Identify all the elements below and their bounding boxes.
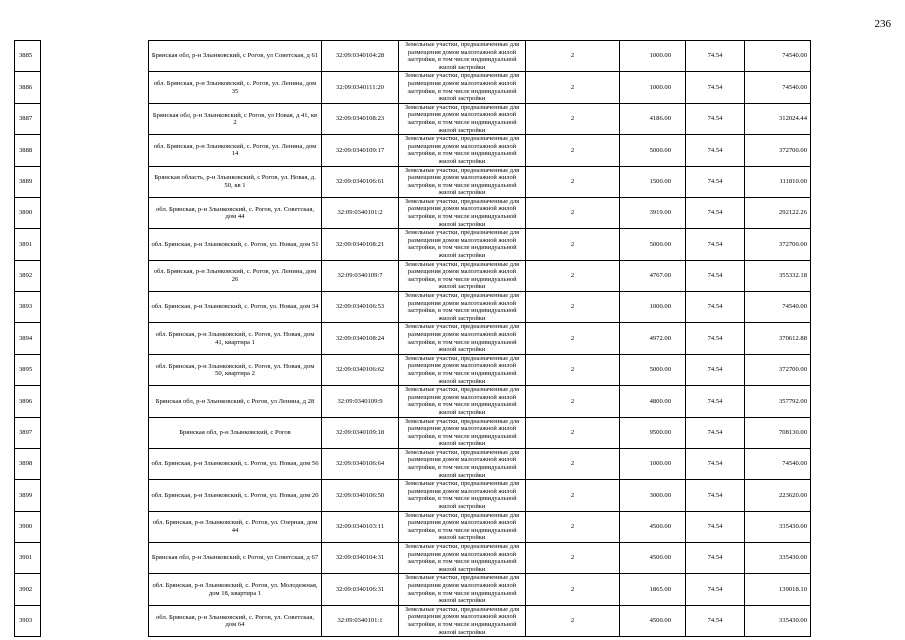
blank-cell (41, 229, 149, 260)
row-number: 3902 (15, 574, 41, 605)
blank-cell (41, 417, 149, 448)
table-row (15, 605, 891, 636)
area-cell: 4767.00 (620, 260, 686, 291)
blank-cell (41, 166, 149, 197)
cadastral-value-cell: 372700.00 (745, 135, 811, 166)
cadastral-value-cell: 357792.00 (745, 386, 811, 417)
row-number: 3890 (15, 197, 41, 228)
category-cell: 2 (526, 354, 620, 385)
rate-cell: 74.54 (686, 135, 745, 166)
category-cell: 2 (526, 229, 620, 260)
land-use-cell: Земельные участки, предназначенные для размещения домов малоэтажной жилой застройки, в том числе индивидуальной жилой застройки (399, 323, 526, 354)
area-cell: 5000.00 (620, 229, 686, 260)
address-cell: обл. Брянская, р-н Злынковский, с. Рогов, ул. Советская, дом 44 (149, 197, 322, 228)
blank-cell (41, 605, 149, 636)
area-cell: 4500.00 (620, 543, 686, 574)
row-number: 3901 (15, 543, 41, 574)
row-number: 3891 (15, 229, 41, 260)
cadastral-value-cell: 708130.00 (745, 417, 811, 448)
blank-cell (41, 260, 149, 291)
table-row (15, 448, 891, 479)
land-use-cell: Земельные участки, предназначенные для размещения домов малоэтажной жилой застройки, в том числе индивидуальной жилой застройки (399, 480, 526, 511)
blank-cell (41, 354, 149, 385)
table-row (15, 386, 891, 417)
blank-cell (41, 72, 149, 103)
cadastral-number-cell: 32:09:0340101:1 (322, 605, 399, 636)
category-cell: 2 (526, 292, 620, 323)
cadastral-number-cell: 32:09:0340106:50 (322, 480, 399, 511)
land-use-cell: Земельные участки, предназначенные для размещения домов малоэтажной жилой застройки, в том числе индивидуальной жилой застройки (399, 72, 526, 103)
blank-cell (41, 135, 149, 166)
area-cell: 1000.00 (620, 72, 686, 103)
table-row (15, 574, 891, 605)
cadastral-value-cell: 372700.00 (745, 229, 811, 260)
row-number: 3893 (15, 292, 41, 323)
page-number: 236 (874, 18, 891, 30)
land-use-cell: Земельные участки, предназначенные для размещения домов малоэтажной жилой застройки, в том числе индивидуальной жилой застройки (399, 417, 526, 448)
row-number: 3892 (15, 260, 41, 291)
cadastral-number-cell: 32:09:0340106:64 (322, 448, 399, 479)
address-cell: обл. Брянская, р-н Злынковский, с. Рогов, ул. Ленина, дом 14 (149, 135, 322, 166)
cadastral-value-cell: 139018.10 (745, 574, 811, 605)
rate-cell: 74.54 (686, 103, 745, 134)
category-cell: 2 (526, 41, 620, 72)
cadastral-value-cell: 335430.00 (745, 543, 811, 574)
row-number: 3898 (15, 448, 41, 479)
blank-cell (41, 103, 149, 134)
land-use-cell: Земельные участки, предназначенные для размещения домов малоэтажной жилой застройки, в том числе индивидуальной жилой застройки (399, 574, 526, 605)
cadastral-number-cell: 32:09:0340108:21 (322, 229, 399, 260)
row-number: 3899 (15, 480, 41, 511)
address-cell: Брянская обл, р-н Злынковский, с Рогов (149, 417, 322, 448)
cadastral-value-cell: 355332.18 (745, 260, 811, 291)
land-use-cell: Земельные участки, предназначенные для размещения домов малоэтажной жилой застройки, в том числе индивидуальной жилой застройки (399, 41, 526, 72)
rate-cell: 74.54 (686, 197, 745, 228)
area-cell: 5000.00 (620, 354, 686, 385)
row-number: 3885 (15, 41, 41, 72)
category-cell: 2 (526, 323, 620, 354)
land-use-cell: Земельные участки, предназначенные для размещения домов малоэтажной жилой застройки, в том числе индивидуальной жилой застройки (399, 260, 526, 291)
land-use-cell: Земельные участки, предназначенные для размещения домов малоэтажной жилой застройки, в том числе индивидуальной жилой застройки (399, 354, 526, 385)
address-cell: Брянская область, р-н Злынковский, с Рогов, ул. Новая, д. 50, кв 1 (149, 166, 322, 197)
category-cell: 2 (526, 260, 620, 291)
rate-cell: 74.54 (686, 543, 745, 574)
rate-cell: 74.54 (686, 386, 745, 417)
cadastral-number-cell: 32:09:0340109:17 (322, 135, 399, 166)
rate-cell: 74.54 (686, 229, 745, 260)
category-cell: 2 (526, 135, 620, 166)
rate-cell: 74.54 (686, 260, 745, 291)
rate-cell: 74.54 (686, 605, 745, 636)
address-cell: обл. Брянская, р-н Злынковский, с. Рогов, ул. Новая, дом 56 (149, 448, 322, 479)
cadastral-number-cell: 32:09:0340111:20 (322, 72, 399, 103)
address-cell: обл. Брянская, р-н Злынковский, с. Рогов, ул. Новая, дом 50, квартира 2 (149, 354, 322, 385)
table-row (15, 229, 891, 260)
cadastral-number-cell: 32:09:0340104:31 (322, 543, 399, 574)
area-cell: 1000.00 (620, 41, 686, 72)
address-cell: обл. Брянская, р-н Злынковский, с. Рогов, ул. Ленина, дом 26 (149, 260, 322, 291)
cadastral-number-cell: 32:09:0340109:18 (322, 417, 399, 448)
area-cell: 4972.00 (620, 323, 686, 354)
cadastral-value-cell: 335430.00 (745, 605, 811, 636)
table-row (15, 41, 891, 72)
rate-cell: 74.54 (686, 41, 745, 72)
cadastral-number-cell: 32:09:0340108:24 (322, 323, 399, 354)
area-cell: 1500.00 (620, 166, 686, 197)
rate-cell: 74.54 (686, 511, 745, 542)
row-number: 3887 (15, 103, 41, 134)
cadastral-number-cell: 32:09:0340106:61 (322, 166, 399, 197)
rate-cell: 74.54 (686, 72, 745, 103)
land-use-cell: Земельные участки, предназначенные для размещения домов малоэтажной жилой застройки, в том числе индивидуальной жилой застройки (399, 386, 526, 417)
address-cell: Брянская обл, р-н Злынковский, с Рогов, ул Новая, д 41, кв 2 (149, 103, 322, 134)
cadastral-number-cell: 32:09:0340106:62 (322, 354, 399, 385)
category-cell: 2 (526, 543, 620, 574)
land-use-cell: Земельные участки, предназначенные для размещения домов малоэтажной жилой застройки, в том числе индивидуальной жилой застройки (399, 511, 526, 542)
blank-cell (41, 41, 149, 72)
land-use-cell: Земельные участки, предназначенные для размещения домов малоэтажной жилой застройки, в том числе индивидуальной жилой застройки (399, 197, 526, 228)
cadastral-number-cell: 32:09:0340106:53 (322, 292, 399, 323)
row-number: 3889 (15, 166, 41, 197)
row-number: 3903 (15, 605, 41, 636)
area-cell: 4800.00 (620, 386, 686, 417)
address-cell: Брянская обл, р-н Злынковский, с Рогов, ул Советская, д 61 (149, 41, 322, 72)
address-cell: обл. Брянская, р-н Злынковский, с. Рогов, ул. Советская, дом 64 (149, 605, 322, 636)
category-cell: 2 (526, 511, 620, 542)
rate-cell: 74.54 (686, 354, 745, 385)
cadastral-value-cell: 312024.44 (745, 103, 811, 134)
category-cell: 2 (526, 386, 620, 417)
row-number: 3895 (15, 354, 41, 385)
address-cell: обл. Брянская, р-н Злынковский, с. Рогов, ул. Молодежная, дом 18, квартира 1 (149, 574, 322, 605)
address-cell: Брянская обл, р-н Злынковский, с Рогов, ул Советская, д 67 (149, 543, 322, 574)
land-use-cell: Земельные участки, предназначенные для размещения домов малоэтажной жилой застройки, в том числе индивидуальной жилой застройки (399, 292, 526, 323)
category-cell: 2 (526, 574, 620, 605)
blank-cell (41, 574, 149, 605)
land-use-cell: Земельные участки, предназначенные для размещения домов малоэтажной жилой застройки, в том числе индивидуальной жилой застройки (399, 135, 526, 166)
cadastral-value-cell: 223620.00 (745, 480, 811, 511)
rate-cell: 74.54 (686, 448, 745, 479)
row-number: 3886 (15, 72, 41, 103)
blank-cell (41, 511, 149, 542)
row-number: 3896 (15, 386, 41, 417)
rate-cell: 74.54 (686, 292, 745, 323)
blank-cell (41, 480, 149, 511)
category-cell: 2 (526, 605, 620, 636)
address-cell: Брянская обл, р-н Злынковский, с Рогов, ул Ленина, д 28 (149, 386, 322, 417)
rate-cell: 74.54 (686, 417, 745, 448)
area-cell: 1865.00 (620, 574, 686, 605)
land-use-cell: Земельные участки, предназначенные для размещения домов малоэтажной жилой застройки, в том числе индивидуальной жилой застройки (399, 103, 526, 134)
area-cell: 3919.00 (620, 197, 686, 228)
category-cell: 2 (526, 448, 620, 479)
area-cell: 4186.00 (620, 103, 686, 134)
cadastral-number-cell: 32:09:0340106:31 (322, 574, 399, 605)
cadastral-table-container (14, 40, 890, 637)
row-number: 3894 (15, 323, 41, 354)
table-row (15, 292, 891, 323)
cadastral-number-cell: 32:09:0340109:7 (322, 260, 399, 291)
table-row (15, 166, 891, 197)
rate-cell: 74.54 (686, 574, 745, 605)
category-cell: 2 (526, 166, 620, 197)
cadastral-value-cell: 74540.00 (745, 72, 811, 103)
blank-cell (41, 543, 149, 574)
cadastral-value-cell: 292122.26 (745, 197, 811, 228)
rate-cell: 74.54 (686, 323, 745, 354)
table-row (15, 260, 891, 291)
table-row (15, 480, 891, 511)
land-use-cell: Земельные участки, предназначенные для размещения домов малоэтажной жилой застройки, в том числе индивидуальной жилой застройки (399, 543, 526, 574)
area-cell: 1000.00 (620, 448, 686, 479)
table-row (15, 543, 891, 574)
blank-cell (41, 386, 149, 417)
cadastral-number-cell: 32:09:0340108:23 (322, 103, 399, 134)
table-row (15, 197, 891, 228)
land-use-cell: Земельные участки, предназначенные для размещения домов малоэтажной жилой застройки, в том числе индивидуальной жилой застройки (399, 605, 526, 636)
address-cell: обл. Брянская, р-н Злынковский, с. Рогов, ул. Озерная, дом 44 (149, 511, 322, 542)
row-number: 3897 (15, 417, 41, 448)
cadastral-number-cell: 32:09:0340101:2 (322, 197, 399, 228)
cadastral-value-cell: 372700.00 (745, 354, 811, 385)
cadastral-value-cell: 111810.00 (745, 166, 811, 197)
address-cell: обл. Брянская, р-н Злынковский, с. Рогов, ул. Ленина, дом 35 (149, 72, 322, 103)
table-row (15, 103, 891, 134)
cadastral-number-cell: 32:09:0340109:9 (322, 386, 399, 417)
land-use-cell: Земельные участки, предназначенные для размещения домов малоэтажной жилой застройки, в том числе индивидуальной жилой застройки (399, 166, 526, 197)
cadastral-number-cell: 32:09:0340104:28 (322, 41, 399, 72)
address-cell: обл. Брянская, р-н Злынковский, с. Рогов, ул. Новая, дом 41, квартира 1 (149, 323, 322, 354)
rate-cell: 74.54 (686, 480, 745, 511)
table-row (15, 72, 891, 103)
land-use-cell: Земельные участки, предназначенные для размещения домов малоэтажной жилой застройки, в том числе индивидуальной жилой застройки (399, 229, 526, 260)
cadastral-number-cell: 32:09:0340103:11 (322, 511, 399, 542)
area-cell: 4500.00 (620, 511, 686, 542)
address-cell: обл. Брянская, р-н Злынковский, с. Рогов, ул. Новая, дом 51 (149, 229, 322, 260)
cadastral-value-cell: 74540.00 (745, 292, 811, 323)
land-use-cell: Земельные участки, предназначенные для размещения домов малоэтажной жилой застройки, в том числе индивидуальной жилой застройки (399, 448, 526, 479)
cadastral-value-cell: 74540.00 (745, 448, 811, 479)
rate-cell: 74.54 (686, 166, 745, 197)
cadastral-value-cell: 335430.00 (745, 511, 811, 542)
blank-cell (41, 292, 149, 323)
area-cell: 9500.00 (620, 417, 686, 448)
table-row (15, 323, 891, 354)
category-cell: 2 (526, 480, 620, 511)
area-cell: 3000.00 (620, 480, 686, 511)
category-cell: 2 (526, 197, 620, 228)
table-row (15, 417, 891, 448)
table-body (15, 41, 891, 637)
table-row (15, 511, 891, 542)
area-cell: 4500.00 (620, 605, 686, 636)
table-row (15, 354, 891, 385)
blank-cell (41, 197, 149, 228)
area-cell: 5000.00 (620, 135, 686, 166)
blank-cell (41, 323, 149, 354)
category-cell: 2 (526, 103, 620, 134)
cadastral-value-cell: 370612.88 (745, 323, 811, 354)
table-row (15, 135, 891, 166)
area-cell: 1000.00 (620, 292, 686, 323)
blank-cell (41, 448, 149, 479)
row-number: 3888 (15, 135, 41, 166)
category-cell: 2 (526, 417, 620, 448)
address-cell: обл. Брянская, р-н Злынковский, с. Рогов, ул. Новая, дом 34 (149, 292, 322, 323)
cadastral-value-cell: 74540.00 (745, 41, 811, 72)
address-cell: обл. Брянская, р-н Злынковский, с. Рогов, ул. Новая, дом 20 (149, 480, 322, 511)
category-cell: 2 (526, 72, 620, 103)
row-number: 3900 (15, 511, 41, 542)
cadastral-value-table (14, 40, 891, 637)
